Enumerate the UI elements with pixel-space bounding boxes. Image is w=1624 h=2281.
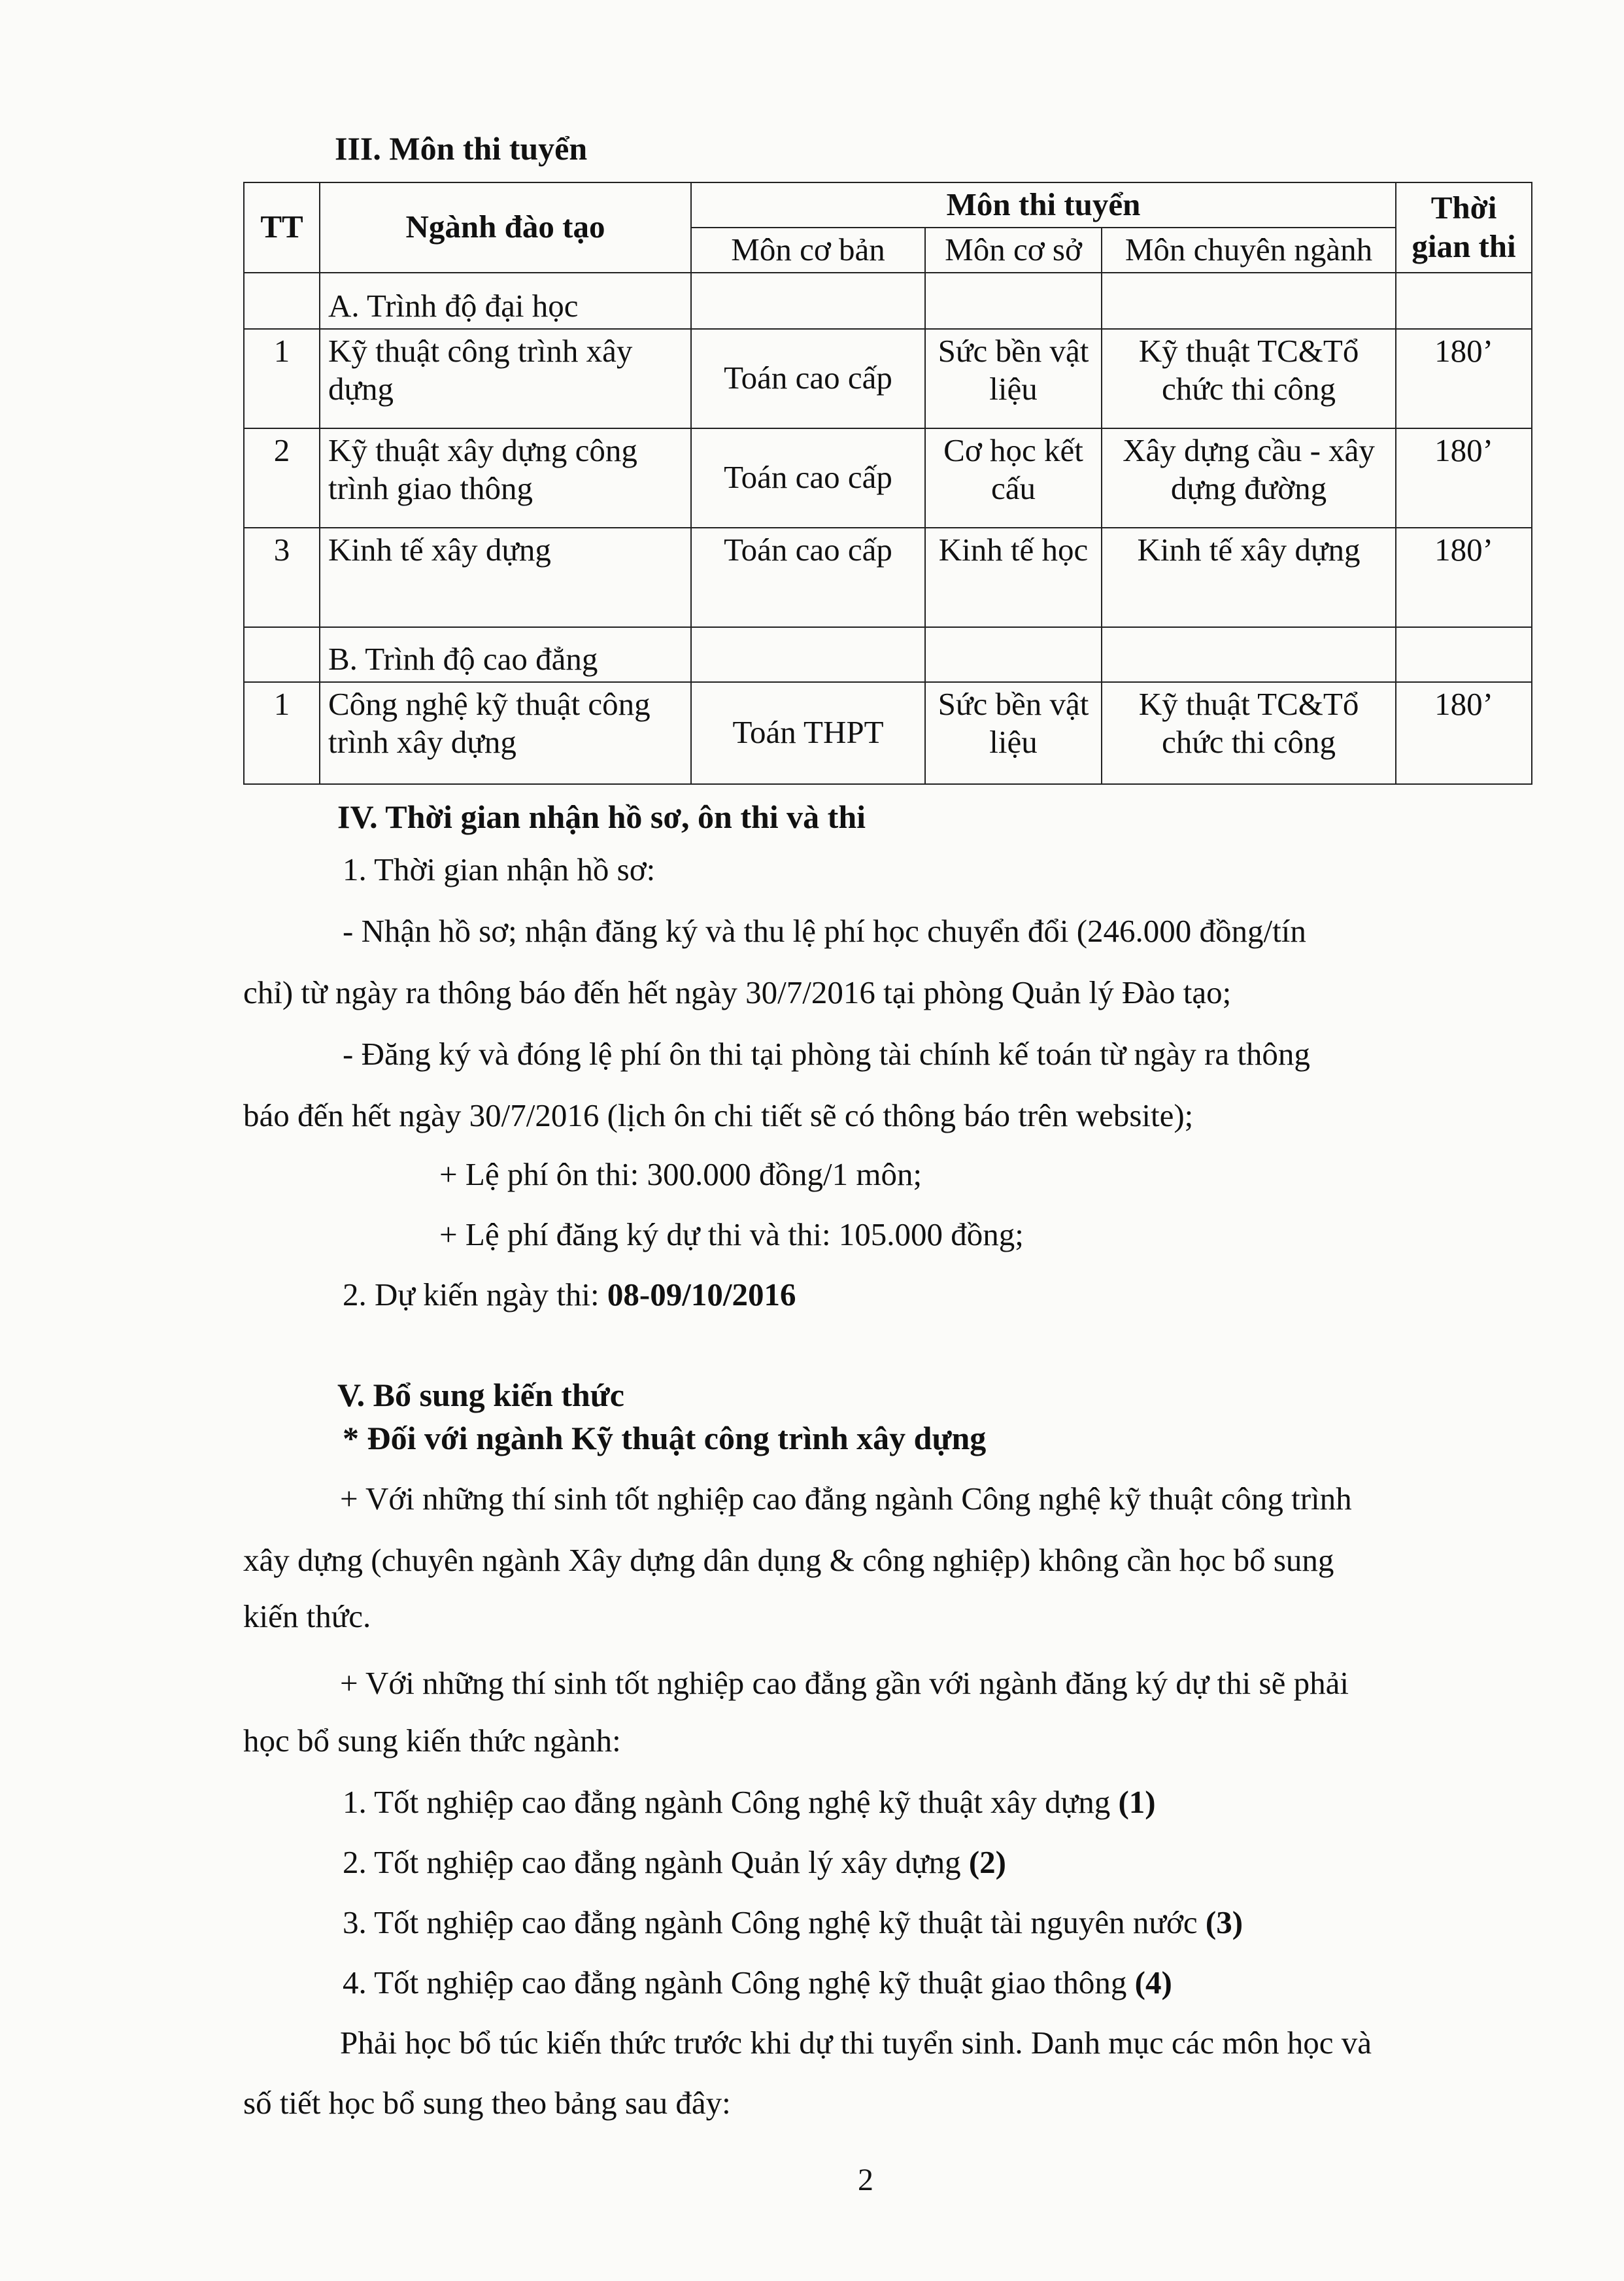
fee-line: + Lệ phí ôn thi: 300.000 đồng/1 môn; — [439, 1156, 922, 1192]
table-section-row — [244, 273, 1532, 329]
paragraph-line: kiến thức. — [243, 1598, 371, 1634]
paragraph-line: học bổ sung kiến thức ngành: — [243, 1723, 621, 1758]
table-row: 1 Công nghệ kỹ thuật công trình xây dựng Toán THPT Sức bền vật liệu Kỹ thuật TC&Tổ chức thi công 180’ — [244, 682, 1532, 784]
paragraph-line: + Với những thí sinh tốt nghiệp cao đẳng gần với ngành đăng ký dự thi sẽ phải — [340, 1665, 1349, 1701]
item-1: 1. Thời gian nhận hồ sơ: — [343, 851, 656, 887]
header-mon-thi: Môn thi tuyển — [691, 182, 1396, 228]
list-item: 2. Tốt nghiệp cao đẳng ngành Quản lý xây dựng (2) — [343, 1844, 1006, 1880]
paragraph-line: - Đăng ký và đóng lệ phí ôn thi tại phòng tài chính kế toán từ ngày ra thông — [343, 1036, 1310, 1072]
header-mon-co-ban: Môn cơ bản — [691, 228, 925, 273]
list-item: 1. Tốt nghiệp cao đẳng ngành Công nghệ kỹ thuật xây dựng (1) — [343, 1784, 1156, 1820]
paragraph-line: số tiết học bổ sung theo bảng sau đây: — [243, 2085, 731, 2121]
header-mon-co-so: Môn cơ sở — [925, 228, 1102, 273]
page-number: 2 — [858, 2163, 873, 2197]
section-4-heading: IV. Thời gian nhận hồ sơ, ôn thi và thi — [337, 798, 866, 835]
section-5-subheading: * Đối với ngành Kỹ thuật công trình xây dựng — [343, 1420, 987, 1456]
section-5-heading: V. Bổ sung kiến thức — [337, 1377, 624, 1413]
header-nganh: Ngành đào tạo — [320, 182, 691, 273]
table-row: 2 Kỹ thuật xây dựng công trình giao thông Toán cao cấp Cơ học kết cấu Xây dựng cầu - xây dựng đường 180’ — [244, 428, 1532, 528]
item-2: 2. Dự kiến ngày thi: 08-09/10/2016 — [343, 1277, 796, 1312]
header-thoi-gian: Thời gian thi — [1396, 182, 1532, 273]
exam-subjects-table — [243, 182, 1532, 785]
section-a-label: A. Trình độ đại học — [320, 273, 691, 329]
paragraph-line: - Nhận hồ sơ; nhận đăng ký và thu lệ phí học chuyển đổi (246.000 đồng/tín — [343, 913, 1306, 949]
fee-line: + Lệ phí đăng ký dự thi và thi: 105.000 đồng; — [439, 1216, 1024, 1252]
paragraph-line: Phải học bổ túc kiến thức trước khi dự thi tuyển sinh. Danh mục các môn học và — [340, 2025, 1372, 2061]
exam-date: 08-09/10/2016 — [607, 1277, 796, 1312]
paragraph-line: xây dựng (chuyên ngành Xây dựng dân dụng & công nghiệp) không cần học bổ sung — [243, 1542, 1334, 1578]
table-section-row — [244, 627, 1532, 682]
paragraph-line: + Với những thí sinh tốt nghiệp cao đẳng ngành Công nghệ kỹ thuật công trình — [340, 1481, 1352, 1517]
section-b-label: B. Trình độ cao đẳng — [320, 627, 691, 682]
header-mon-chuyen-nganh: Môn chuyên ngành — [1102, 228, 1396, 273]
paragraph-line: chỉ) từ ngày ra thông báo đến hết ngày 30/7/2016 tại phòng Quản lý Đào tạo; — [243, 974, 1232, 1010]
list-item: 4. Tốt nghiệp cao đẳng ngành Công nghệ kỹ thuật giao thông (4) — [343, 1964, 1172, 2000]
paragraph-line: báo đến hết ngày 30/7/2016 (lịch ôn chi tiết sẽ có thông báo trên website); — [243, 1097, 1194, 1133]
section-3-heading: III. Môn thi tuyển — [335, 130, 588, 167]
header-tt: TT — [244, 182, 320, 273]
table-row: 1 Kỹ thuật công trình xây dựng Toán cao cấp Sức bền vật liệu Kỹ thuật TC&Tổ chức thi công 180’ — [244, 329, 1532, 428]
table-row: 3 Kinh tế xây dựng Toán cao cấp Kinh tế học Kinh tế xây dựng 180’ — [244, 528, 1532, 627]
list-item: 3. Tốt nghiệp cao đẳng ngành Công nghệ kỹ thuật tài nguyên nước (3) — [343, 1904, 1243, 1940]
